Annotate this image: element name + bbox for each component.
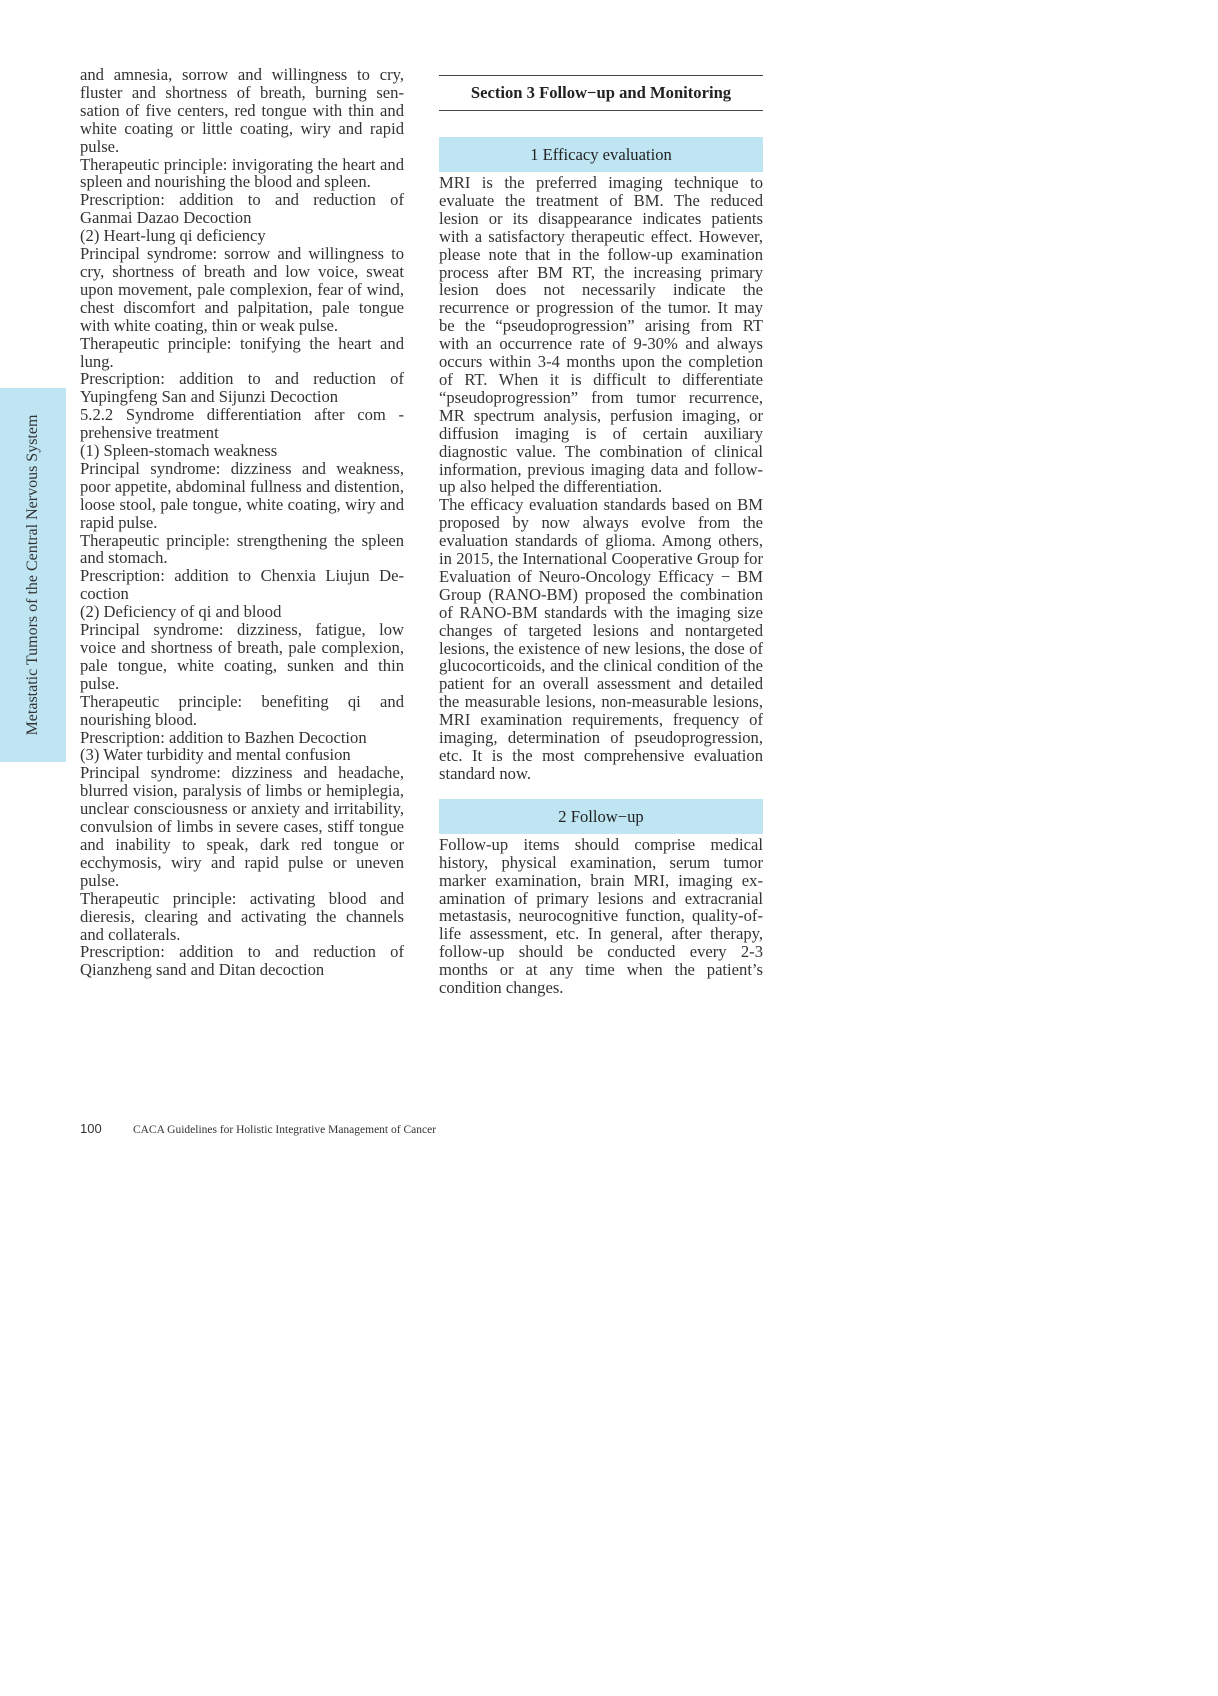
paragraph: 5.2.2 Syndrome differentiation after com - prehensive treatment (80, 405, 404, 443)
paragraph: Prescription: addition to and reduction of Ganmai Dazao Decoction (80, 190, 404, 228)
paragraph: Principal syndrome: dizziness and headache, blurred vision, paralysis of limbs or hemiplegia, unclear consciousness or anxiety and irritability, convulsion of limbs in severe cases, stiff tongue and inability to speak, dark red tongue or ecchymosis, wiry and rapid pulse or uneven pulse. (80, 763, 404, 890)
chapter-side-tab-label: Metastatic Tumors of the Central Nervous System (24, 414, 41, 736)
paragraph: The efficacy evaluation standards based on BM proposed by now always evolve from the evaluation standards of glioma. Among others, in 2015, the International Cooperative Group for Evaluation of Neuro-Oncology Efficacy − BM Group (RANO-BM) proposed the combination of RANO-BM standards with the imaging size changes of targeted lesions and nontargeted lesions, the existence of new lesions, the dose of glucocorticoids, and the clinical condition of the patient for an overall assessment and detailed the measurable lesions, non-measurable lesions, MRI examination requirements, frequency of imaging, determination of pseudoprogression, etc. It is the most comprehensive evaluation standard now. (439, 495, 763, 783)
subsection-heading-efficacy: 1 Efficacy evaluation (439, 137, 763, 172)
paragraph: Prescription: addition to Chenxia Liujun Decoction (80, 566, 404, 604)
page-footer (80, 1121, 436, 1137)
paragraph: (2) Deficiency of qi and blood (80, 602, 282, 622)
left-column (80, 66, 404, 979)
paragraph: Therapeutic principle: activating blood and dieresis, clearing and activating the channels and collaterals. (80, 888, 404, 944)
paragraph: Prescription: addition to and reduction of Qianzheng sand and Ditan decoction (80, 942, 404, 980)
paragraph: Therapeutic principle: tonifying the heart and lung. (80, 333, 404, 371)
paragraph: Prescription: addition to Bazhen Decoction (80, 727, 367, 747)
paragraph: Principal syndrome: dizziness, fatigue, low voice and shortness of breath, pale complexion, pale tongue, white coating, sunken and thin pulse. (80, 620, 404, 693)
page-number: 100 (80, 1121, 102, 1136)
paragraph: Therapeutic principle: benefiting qi and nourishing blood. (80, 691, 404, 729)
chapter-side-tab (0, 388, 66, 762)
paragraph: (2) Heart-lung qi deficiency (80, 226, 266, 246)
paragraph: Therapeutic principle: invigorating the heart and spleen and nourishing the blood and spleen. (80, 154, 404, 192)
section-title: Section 3 Follow−up and Monitoring (439, 75, 763, 111)
right-column (439, 66, 763, 997)
paragraph: Prescription: addition to and reduction of Yupingfeng San and Sijunzi Decoction (80, 369, 404, 407)
paragraph: MRI is the preferred imaging technique to evaluate the treatment of BM. The reduced lesion or its disappearance indicates patients with a satisfactory therapeutic effect. However, please note that in the follow-up examination process after BM RT, the increasing primary lesion does not necessarily indicate the recurrence or progression of the tumor. It may be the “pseudoprogression” arising from RT with an occurrence rate of 9-30% and always occurs within 3-4 months upon the completion of RT. When it is difficult to differentiate “pseudoprogression” from tumor recurrence, MR spectrum analysis, perfusion imaging, or diffusion imaging is of certain auxiliary diagnostic value. The combination of clinical information, previous imaging data and follow-up also helped the differentiation. (439, 173, 763, 497)
paragraph: Therapeutic principle: strengthening the spleen and stomach. (80, 530, 404, 568)
subsection-heading-follow-up: 2 Follow−up (439, 799, 763, 834)
running-title: CACA Guidelines for Holistic Integrative Management of Cancer (132, 1124, 437, 1136)
paragraph: Follow-up items should comprise medical history, physical examination, serum tumor marker examination, brain MRI, imaging examination of primary lesions and extracranial metastasis, neurocognitive function, quality-of-life assessment, etc. In general, after therapy, follow-up should be conducted every 2-3 months or at any time when the patient’s condition changes. (439, 834, 763, 998)
paragraph: Principal syndrome: dizziness and weakness, poor appetite, abdominal fullness and distention, loose stool, pale tongue, white coating, wiry and rapid pulse. (80, 458, 404, 532)
paragraph: (1) Spleen-stomach weakness (80, 441, 278, 461)
paragraph: and amnesia, sorrow and willingness to cry, fluster and shortness of breath, burning sensation of five centers, red tongue with thin and white coating or little coating, wiry and rapid pulse. (80, 65, 404, 156)
paragraph: Principal syndrome: sorrow and willingness to cry, shortness of breath and low voice, sweat upon movement, pale complexion, fear of wind, chest discomfort and palpitation, pale tongue with white coating, thin or weak pulse. (80, 244, 404, 335)
paragraph: (3) Water turbidity and mental confusion (80, 745, 351, 765)
